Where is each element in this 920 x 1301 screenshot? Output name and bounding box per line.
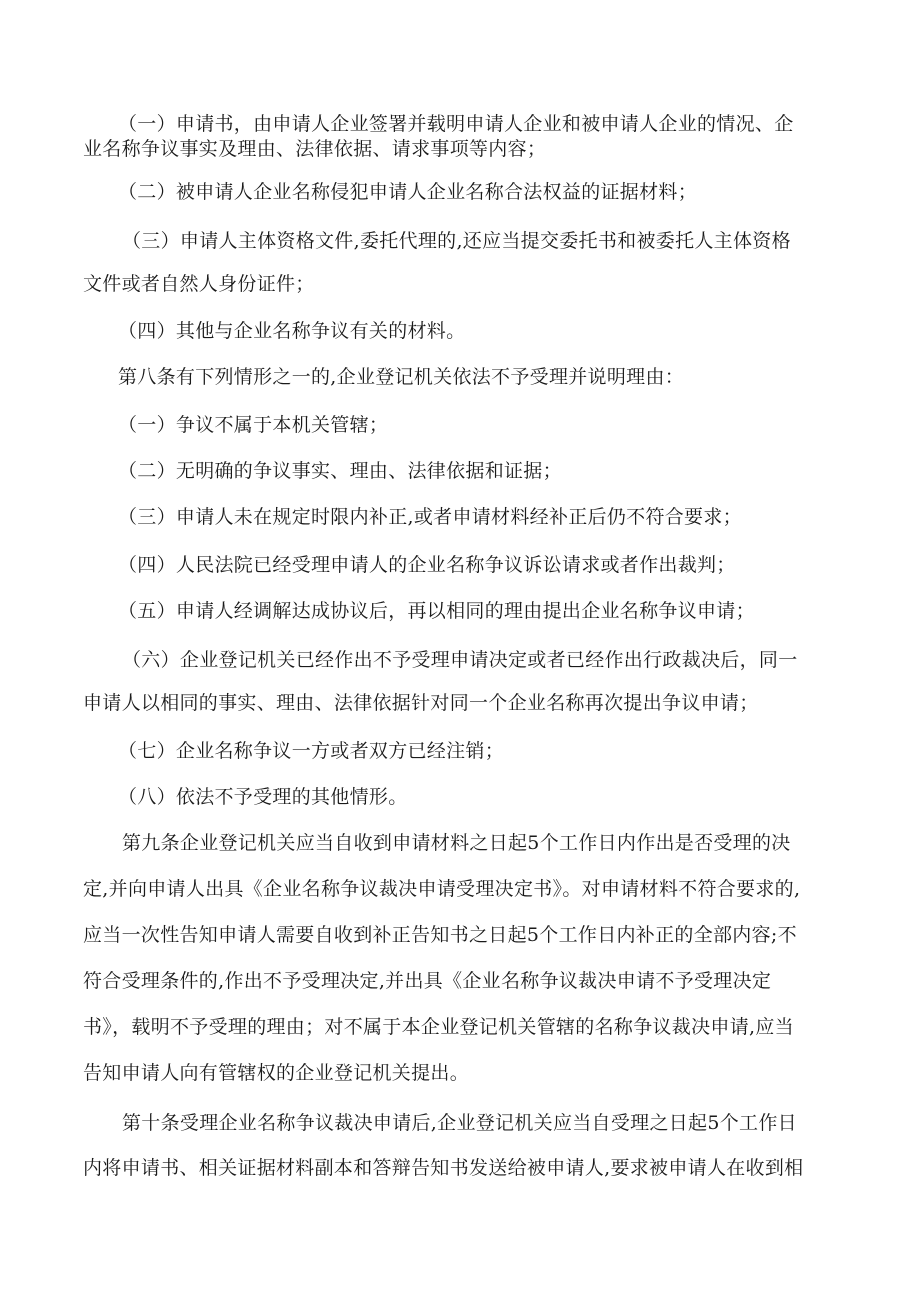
text-line: （二）无明确的争议事实、理由、法律依据和证据； <box>118 460 562 482</box>
text-line: 告知申请人向有管辖权的企业登记机关提出。 <box>83 1062 470 1084</box>
text-line: （一）争议不属于本机关管辖； <box>118 414 389 436</box>
text-line: （三）申请人主体资格文件,委托代理的,还应当提交委托书和被委托人主体资格 <box>122 230 791 252</box>
text-line: 第十条受理企业名称争议裁决申请后,企业登记机关应当自受理之日起5个工作日 <box>122 1112 797 1134</box>
text-line: （一）申请书，由申请人企业签署并载明申请人企业和被申请人企业的情况、企 <box>118 113 794 135</box>
text-line: （三）申请人未在规定时限内补正,或者申请材料经补正后仍不符合要求； <box>118 506 742 528</box>
text-line: （六）企业登记机关已经作出不予受理申请决定或者已经作出行政裁决后，同一 <box>122 649 798 671</box>
text-line: （八）依法不予受理的其他情形。 <box>118 786 408 808</box>
text-line: （四）其他与企业名称争议有关的材料。 <box>118 320 466 342</box>
text-line: 文件或者自然人身份证件； <box>83 273 315 295</box>
text-line: （四）人民法院已经受理申请人的企业名称争议诉讼请求或者作出裁判； <box>118 554 736 576</box>
text-line: （二）被申请人企业名称侵犯申请人企业名称合法权益的证据材料； <box>118 181 698 203</box>
text-line: 应当一次性告知申请人需要自收到补正告知书之日起5个工作日内补正的全部内容;不 <box>83 924 797 946</box>
text-line: 第九条企业登记机关应当自收到申请材料之日起5个工作日内作出是否受理的决 <box>122 832 791 854</box>
text-line: 符合受理条件的,作出不予受理决定,并出具《企业名称争议裁决申请不予受理决定 <box>83 970 772 992</box>
text-line: （七）企业名称争议一方或者双方已经注销； <box>118 740 505 762</box>
text-line: 定,并向申请人出具《企业名称争议裁决申请受理决定书》。对申请材料不符合要求的, <box>83 878 801 900</box>
text-line: 业名称争议事实及理由、法律依据、请求事项等内容； <box>83 138 547 160</box>
text-line: 书》，载明不予受理的理由；对不属于本企业登记机关管辖的名称争议裁决申请,应当 <box>83 1016 794 1038</box>
text-line: （五）申请人经调解达成协议后，再以相同的理由提出企业名称争议申请； <box>118 600 755 622</box>
text-line: 申请人以相同的事实、理由、法律依据针对同一个企业名称再次提出争议申请； <box>83 692 759 714</box>
text-line: 内将申请书、相关证据材料副本和答辩告知书发送给被申请人,要求被申请人在收到相 <box>83 1157 804 1179</box>
text-line: 第八条有下列情形之一的,企业登记机关依法不予受理并说明理由： <box>118 366 685 388</box>
